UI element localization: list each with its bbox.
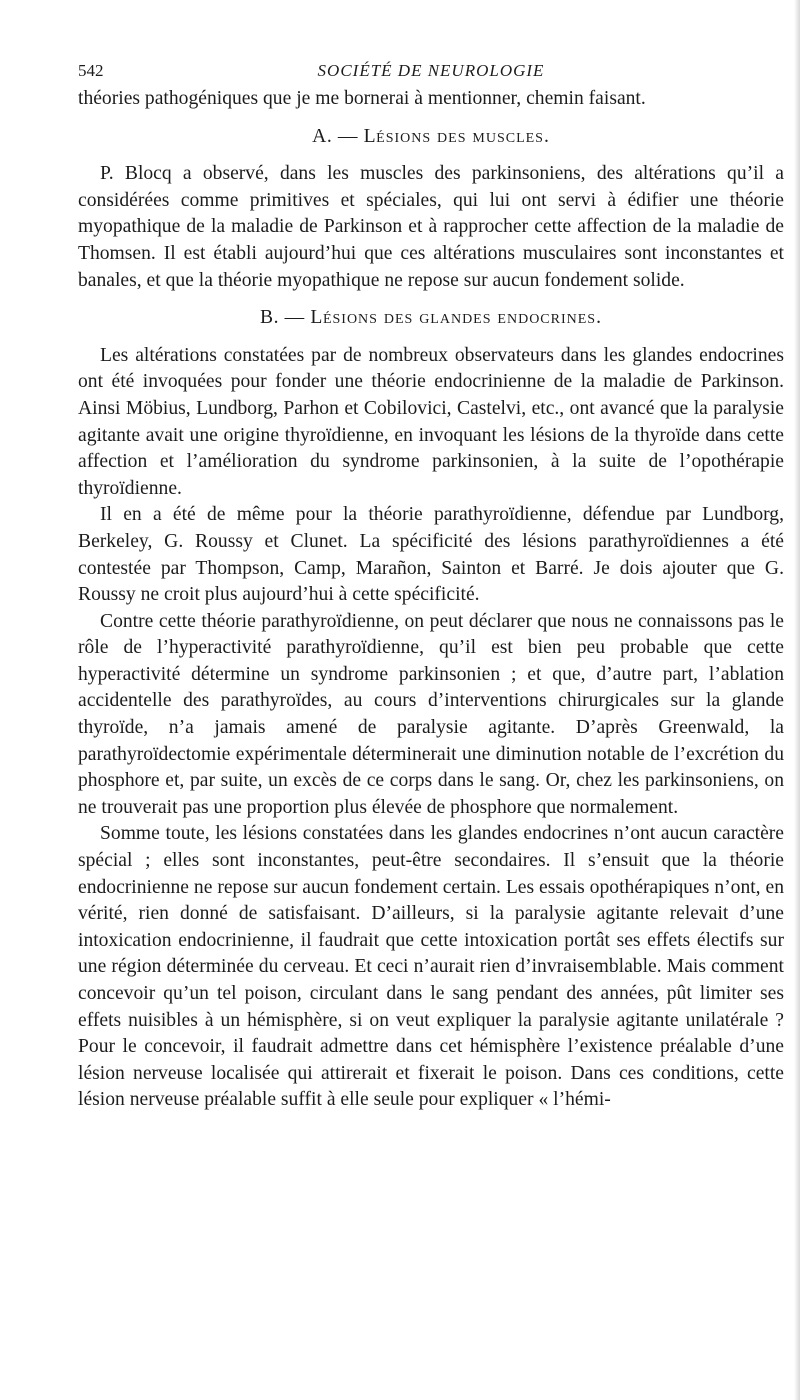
paragraph-conclusion: Somme toute, les lésions constatées dans les glandes endocrines n’ont aucun caractère spécial ; elles sont inconstantes, peut-être secondaires. Il s’ensuit que la théorie endocrinienne ne repose sur aucun fondement certain. Les essais opothérapiques n’ont, en vérité, rien donné de satisfaisant. D’ailleurs, si la paralysie agitante relevait d’une intoxication endocrinienne, il faudrait que cette intoxication portât ses effets électifs sur une région déterminée du cerveau. Et ceci n’aurait rien d’invraisemblable. Mais comment concevoir qu’un tel poison, circulant dans le sang pendant des années, pût limiter ses effets nuisibles à un hémisphère, si on veut expliquer la paralysie agitante unilatérale ? Pour le concevoir, il faudrait admettre dans cet hémisphère l’existence préalable d’une lésion nerveuse localisée qui attirerait et fixerait le poison. Dans ces conditions, cette lésion nerveuse préalable suffit à elle seule pour expliquer « l’hémi- xyxy=(78,823,784,1111)
book-page xyxy=(78,56,784,1114)
section-a-title: ésions des muscles. xyxy=(376,125,550,147)
page-number: 542 xyxy=(78,61,104,80)
text-body xyxy=(78,86,784,1114)
running-title: SOCIÉTÉ DE NEUROLOGIE xyxy=(317,61,545,80)
section-b-letter: B. — L xyxy=(260,307,323,329)
paragraph-against-parathyroid: Contre cette théorie parathyroïdienne, on peut déclarer que nous ne connaissons pas le rôle de l’hyperactivité parathyroïdienne, qu’il est bien peu probable que cette hyperactivité détermine un syndrome parkinsonien ; et que, d’autre part, l’ablation accidentelle des parathyroïdes, au cours d’interventions chirurgicales sur la glande thyroïde, n’a jamais amené de paralysie agitante. D’après Greenwald, la parathyroïdectomie expérimentale déterminerait une diminution notable de l’excrétion du phosphore et, par suite, un excès de ce corps dans le sang. Or, chez les parkinsoniens, on ne trouverait pas une proportion plus élevée de phosphore que normalement. xyxy=(78,610,784,818)
paragraph-continuation: théories pathogéniques que je me bornerai à mentionner, chemin faisant. xyxy=(78,88,646,109)
page-edge-shadow xyxy=(794,0,800,1400)
paragraph-parathyroid-theory: Il en a été de même pour la théorie parathyroïdienne, défendue par Lundborg, Berkeley, G. Roussy et Clunet. La spécificité des lésions parathyroïdiennes a été contestée par Thompson, Camp, Marañon, Sainton et Barré. Je dois ajouter que G. Roussy ne croit plus aujourd’hui à cette spécificité. xyxy=(78,504,784,606)
paragraph-endocrine-theory: Les altérations constatées par de nombreux observateurs dans les glandes endocrines ont été invoquées pour fonder une théorie endocrinienne de la maladie de Parkinson. Ainsi Möbius, Lundborg, Parhon et Cobilovici, Castelvi, etc., ont avancé que la paralysie agitante avait une origine thyroïdienne, en invoquant les lésions de la thyroïde dans cette affection et l’amélioration du syndrome parkinsonien, à la suite de l’opothérapie thyroïdienne. xyxy=(78,344,784,499)
section-heading-b xyxy=(78,305,784,332)
section-a-letter: A. — L xyxy=(312,125,377,147)
paragraph-blocq: P. Blocq a observé, dans les muscles des parkinsoniens, des altérations qu’il a considérées comme primitives et spéciales, qui lui ont servi à édifier une théorie myopathique de la maladie de Parkinson et à rapprocher cette affection de la maladie de Thomsen. Il est établi aujourd’hui que ces altérations musculaires sont inconstantes et banales, et que la théorie myopathique ne repose sur aucun fondement solide. xyxy=(78,163,784,291)
running-head xyxy=(78,56,784,86)
section-b-title: ésions des glandes endocrines. xyxy=(322,307,602,329)
section-heading-a xyxy=(78,124,784,151)
